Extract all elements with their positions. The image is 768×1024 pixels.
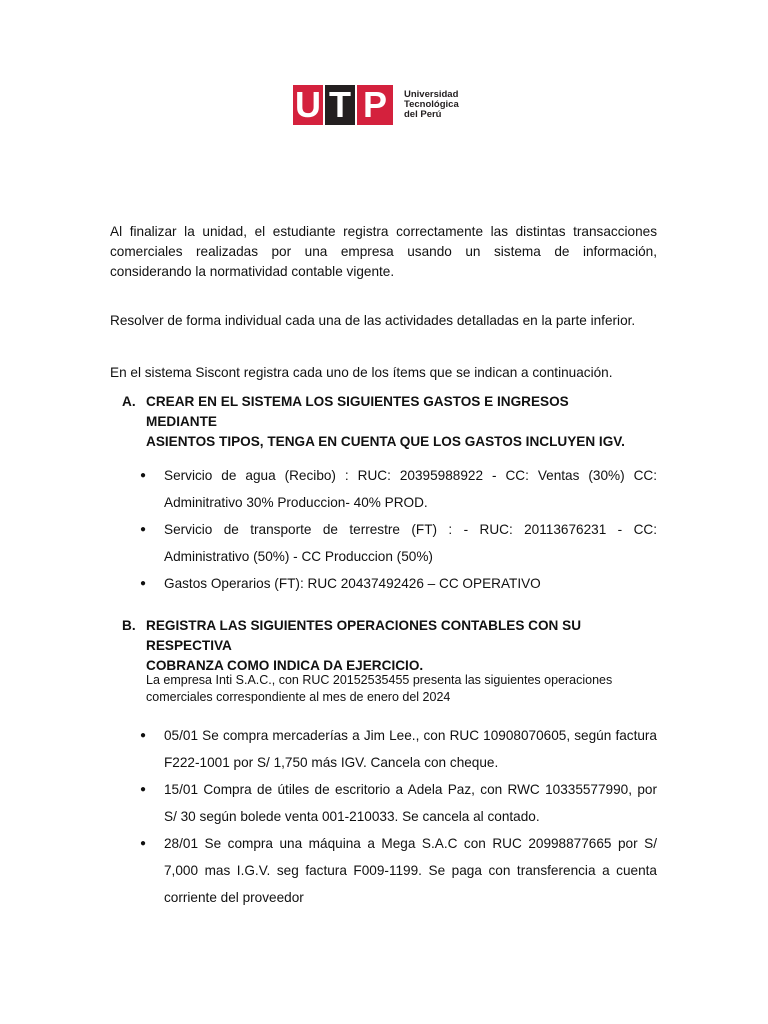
section-letter: B. [122, 618, 136, 633]
list-item [140, 462, 657, 516]
list-item [140, 830, 657, 911]
section-letter: A. [122, 394, 136, 409]
paragraph-line: comerciales realizadas por una empresa usando un sistema de información, [110, 244, 657, 259]
list-item-line: 28/01 Se compra una máquina a Mega S.A.C con RUC 20998877665 por S/ [164, 836, 657, 851]
bullet-icon: ● [140, 524, 147, 535]
list-item-line: Servicio de transporte de terrestre (FT) : - RUC: 20113676231 - CC: [164, 522, 657, 537]
paragraph-line: considerando la normatividad contable vigente. [110, 264, 395, 279]
list-item-line: 05/01 Se compra mercaderías a Jim Lee., con RUC 10908070605, según factura [164, 728, 657, 743]
section-b-list [140, 722, 657, 911]
intro-line: La empresa Inti S.A.C., con RUC 20152535455 presenta las siguientes operaciones [146, 673, 613, 687]
logo-name-line: Tecnológica [404, 99, 459, 110]
list-item-line: Servicio de agua (Recibo) : RUC: 20395988922 - CC: Ventas (30%) CC: [164, 468, 657, 483]
instruction-resolver [110, 311, 657, 331]
bullet-icon: ● [140, 838, 147, 849]
section-a-list [140, 462, 657, 597]
heading-line: COBRANZA COMO INDICA DA EJERCICIO. [146, 658, 424, 673]
section-b-heading [122, 616, 642, 676]
list-item-line: corriente del proveedor [164, 890, 304, 905]
logo-university-name [404, 90, 459, 120]
list-item-line: 7,000 mas I.G.V. seg factura F009-1199. Se paga con transferencia a cuenta [164, 863, 657, 878]
heading-line: ASIENTOS TIPOS, TENGA EN CUENTA QUE LOS GASTOS INCLUYEN IGV. [146, 434, 625, 449]
bullet-icon: ● [140, 578, 147, 589]
logo-name-line: del Perú [404, 109, 442, 120]
paragraph-line: Al finalizar la unidad, el estudiante registra correctamente las distintas transacciones [110, 224, 657, 239]
paragraph-line: En el sistema Siscont registra cada uno de los ítems que se indican a continuación. [110, 365, 613, 380]
paragraph-line: Resolver de forma individual cada una de las actividades detalladas en la parte inferior. [110, 313, 636, 328]
list-item-line: Gastos Operarios (FT): RUC 20437492426 – CC OPERATIVO [164, 576, 541, 591]
bullet-icon: ● [140, 784, 147, 795]
section-b-intro [146, 672, 626, 706]
heading-line: CREAR EN EL SISTEMA LOS SIGUIENTES GASTOS E INGRESOS MEDIANTE [146, 394, 569, 429]
list-item-line: S/ 30 según bolede venta 001-210033. Se cancela al contado. [164, 809, 540, 824]
logo-letter-p: P [357, 85, 393, 125]
bullet-icon: ● [140, 470, 147, 481]
list-item-line: Administrativo (50%) - CC Produccion (50%) [164, 549, 433, 564]
section-a-heading [122, 392, 642, 452]
list-item [140, 722, 657, 776]
logo-letter-u: U [295, 84, 321, 125]
logo-letter-t: T [325, 85, 355, 125]
instruction-siscont [110, 363, 657, 383]
list-item-line: 15/01 Compra de útiles de escritorio a Adela Paz, con RWC 10335577990, por [164, 782, 657, 797]
list-item-line: F222-1001 por S/ 1,750 más IGV. Cancela con cheque. [164, 755, 499, 770]
logo-name-line: Universidad [404, 89, 459, 100]
heading-line: REGISTRA LAS SIGUIENTES OPERACIONES CONTABLES CON SU RESPECTIVA [146, 618, 582, 653]
list-item [140, 570, 657, 597]
list-item-line: Adminitrativo 30% Produccion- 40% PROD. [164, 495, 428, 510]
intro-line: comerciales correspondiente al mes de enero del 2024 [146, 690, 451, 704]
list-item [140, 516, 657, 570]
bullet-icon: ● [140, 730, 147, 741]
list-item [140, 776, 657, 830]
intro-paragraph [110, 222, 657, 282]
utp-logo [293, 85, 459, 125]
